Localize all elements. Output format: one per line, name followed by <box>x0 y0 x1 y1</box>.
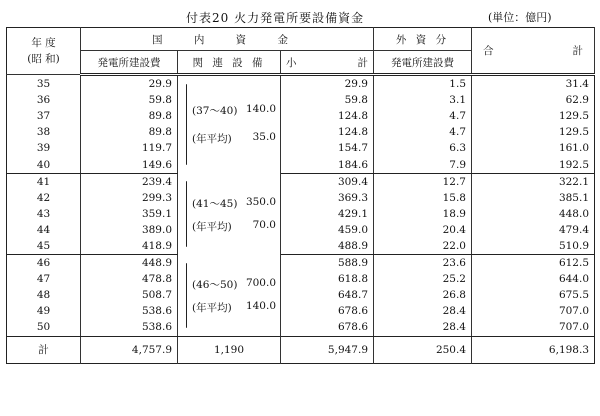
foreign-plant-cost-cell: 18.9 <box>374 206 472 222</box>
total-cell: 192.5 <box>472 156 595 173</box>
plant-cost-cell: 448.9 <box>81 255 178 272</box>
subtotal-cell: 429.1 <box>281 206 374 222</box>
domestic-header: 国 内 資 金 <box>81 28 374 51</box>
total-header-label: 合 計 <box>483 45 583 57</box>
group-range-label: (41〜45) <box>192 198 238 211</box>
table-row <box>7 190 595 206</box>
year-cell: 44 <box>7 222 81 238</box>
foreign-plant-cost-cell: 6.3 <box>374 140 472 156</box>
foreign-plant-cost-cell: 4.7 <box>374 108 472 124</box>
year-header <box>7 28 81 75</box>
year-cell: 38 <box>7 124 81 140</box>
foreign-plant-cost-cell: 28.4 <box>374 303 472 319</box>
grand-total: 6,198.3 <box>472 336 595 363</box>
table-title: 付表20 火力発電所要設備資金 <box>186 11 365 25</box>
total-cell: 448.0 <box>558 207 589 220</box>
total-cell: 129.5 <box>558 126 589 139</box>
total-subtotal: 5,947.9 <box>281 336 374 363</box>
table-row <box>7 75 595 93</box>
year-cell: 47 <box>7 271 81 287</box>
year-cell: 49 <box>7 303 81 319</box>
year-cell: 48 <box>7 287 81 303</box>
total-cell: 479.4 <box>558 223 589 236</box>
subtotal-cell: 369.3 <box>281 190 374 206</box>
total-cell: 322.1 <box>558 175 589 188</box>
subtotal-cell: 124.8 <box>281 124 374 140</box>
foreign-plant-cost-cell: 1.5 <box>374 75 472 93</box>
subtotal-cell: 29.9 <box>281 75 374 93</box>
plant-cost-cell: 508.7 <box>81 287 178 303</box>
plant-cost-cell: 149.6 <box>81 156 178 173</box>
table-row <box>7 140 595 156</box>
plant-cost-cell: 359.1 <box>81 206 178 222</box>
year-cell: 41 <box>7 173 81 190</box>
table-row <box>7 287 595 303</box>
group-average-value: 140.0 <box>245 300 276 313</box>
total-related-equipment: 1,190 <box>178 336 281 363</box>
total-cell: 510.9 <box>472 238 595 255</box>
year-cell: 46 <box>7 255 81 272</box>
plant-cost-cell: 59.8 <box>81 92 178 108</box>
total-header <box>472 28 595 75</box>
table-row <box>7 108 595 124</box>
year-cell: 36 <box>7 92 81 108</box>
brace-mark <box>182 181 192 246</box>
plant-cost-cell: 239.4 <box>81 173 178 190</box>
subtotal-header-label: 小 計 <box>286 56 368 69</box>
foreign-plant-cost-cell: 23.6 <box>374 255 472 272</box>
group-average-value: 35.0 <box>252 131 276 144</box>
year-cell: 42 <box>7 190 81 206</box>
year-cell: 43 <box>7 206 81 222</box>
total-cell: 161.0 <box>558 142 589 155</box>
group-average-label: (年平均) <box>192 302 232 315</box>
total-cell: 644.0 <box>558 273 589 286</box>
group-average-value: 70.0 <box>252 219 276 232</box>
subtotal-cell: 459.0 <box>281 222 374 238</box>
subtotal-cell: 588.9 <box>281 255 374 272</box>
plant-cost-cell: 89.8 <box>81 124 178 140</box>
table-row <box>7 173 595 190</box>
year-header-label: 年 度 <box>31 37 56 49</box>
table-row <box>7 156 595 173</box>
foreign-plant-cost-cell: 15.8 <box>374 190 472 206</box>
plant-cost-cell: 538.6 <box>81 303 178 319</box>
plant-cost-cell: 119.7 <box>81 140 178 156</box>
total-cell: 707.0 <box>472 319 595 336</box>
subtotal-cell: 648.7 <box>281 287 374 303</box>
plant-cost-header: 発電所建設費 <box>81 51 178 75</box>
year-cell: 40 <box>7 156 81 173</box>
subtotal-cell: 309.4 <box>281 173 374 190</box>
unit-label: (単位：億円) <box>488 11 552 24</box>
plant-cost-cell: 538.6 <box>81 319 178 336</box>
group-average-label: (年平均) <box>192 221 232 234</box>
total-cell: 62.9 <box>565 94 589 107</box>
group-range-label: (37〜40) <box>192 104 238 117</box>
foreign-plant-cost-cell: 28.4 <box>374 319 472 336</box>
related-equipment-group-cell <box>178 255 281 336</box>
subtotal-cell: 678.6 <box>281 303 374 319</box>
group-range-value: 700.0 <box>245 277 276 290</box>
subtotal-cell: 618.8 <box>281 271 374 287</box>
total-cell: 707.0 <box>558 305 589 318</box>
table-row <box>7 238 595 255</box>
table-row <box>7 303 595 319</box>
related-equipment-header: 関 連 設 備 <box>178 51 281 75</box>
total-cell: 385.1 <box>558 191 589 204</box>
foreign-plant-cost-cell: 22.0 <box>374 238 472 255</box>
table-row <box>7 206 595 222</box>
subtotal-cell: 488.9 <box>281 238 374 255</box>
subtotal-cell: 124.8 <box>281 108 374 124</box>
plant-cost-cell: 299.3 <box>81 190 178 206</box>
group-range-value: 350.0 <box>245 196 276 209</box>
group-range-value: 140.0 <box>245 102 276 115</box>
foreign-plant-cost-cell: 7.9 <box>374 156 472 173</box>
table-row <box>7 319 595 336</box>
subtotal-cell: 59.8 <box>281 92 374 108</box>
total-foreign-plant-cost: 250.4 <box>374 336 472 363</box>
plant-cost-cell: 389.0 <box>81 222 178 238</box>
related-equipment-group-cell <box>178 75 281 174</box>
foreign-plant-cost-cell: 4.7 <box>374 124 472 140</box>
brace-mark <box>182 84 192 165</box>
foreign-plant-cost-header: 発電所建設費 <box>374 51 472 75</box>
total-cell: 31.4 <box>565 78 589 91</box>
foreign-plant-cost-cell: 20.4 <box>374 222 472 238</box>
table-row <box>7 255 595 272</box>
total-plant-cost: 4,757.9 <box>81 336 178 363</box>
foreign-plant-cost-cell: 12.7 <box>374 173 472 190</box>
table-row <box>7 92 595 108</box>
subtotal-cell: 678.6 <box>281 319 374 336</box>
related-equipment-group-cell <box>178 173 281 254</box>
year-cell: 35 <box>7 75 81 93</box>
year-cell: 50 <box>7 319 81 336</box>
capital-requirements-table <box>6 27 595 364</box>
group-average-label: (年平均) <box>192 133 232 146</box>
subtotal-cell: 154.7 <box>281 140 374 156</box>
year-cell: 39 <box>7 140 81 156</box>
table-row <box>7 271 595 287</box>
plant-cost-cell: 29.9 <box>81 75 178 93</box>
year-cell: 45 <box>7 238 81 255</box>
foreign-header: 外 資 分 <box>374 28 472 51</box>
foreign-plant-cost-cell: 25.2 <box>374 271 472 287</box>
table-row <box>7 222 595 238</box>
subtotal-header <box>281 51 374 75</box>
year-cell: 37 <box>7 108 81 124</box>
plant-cost-cell: 418.9 <box>81 238 178 255</box>
table-row <box>7 124 595 140</box>
era-header-label: (昭 和) <box>27 53 60 65</box>
total-cell: 129.5 <box>558 110 589 123</box>
plant-cost-cell: 89.8 <box>81 108 178 124</box>
total-cell: 675.5 <box>558 289 589 302</box>
table-body <box>7 75 595 364</box>
subtotal-cell: 184.6 <box>281 156 374 173</box>
group-range-label: (46〜50) <box>192 279 238 292</box>
foreign-plant-cost-cell: 26.8 <box>374 287 472 303</box>
total-row-label: 計 <box>7 336 81 363</box>
brace-mark <box>182 263 192 328</box>
total-row <box>7 336 595 363</box>
total-cell: 612.5 <box>558 257 589 270</box>
plant-cost-cell: 478.8 <box>81 271 178 287</box>
foreign-plant-cost-cell: 3.1 <box>374 92 472 108</box>
